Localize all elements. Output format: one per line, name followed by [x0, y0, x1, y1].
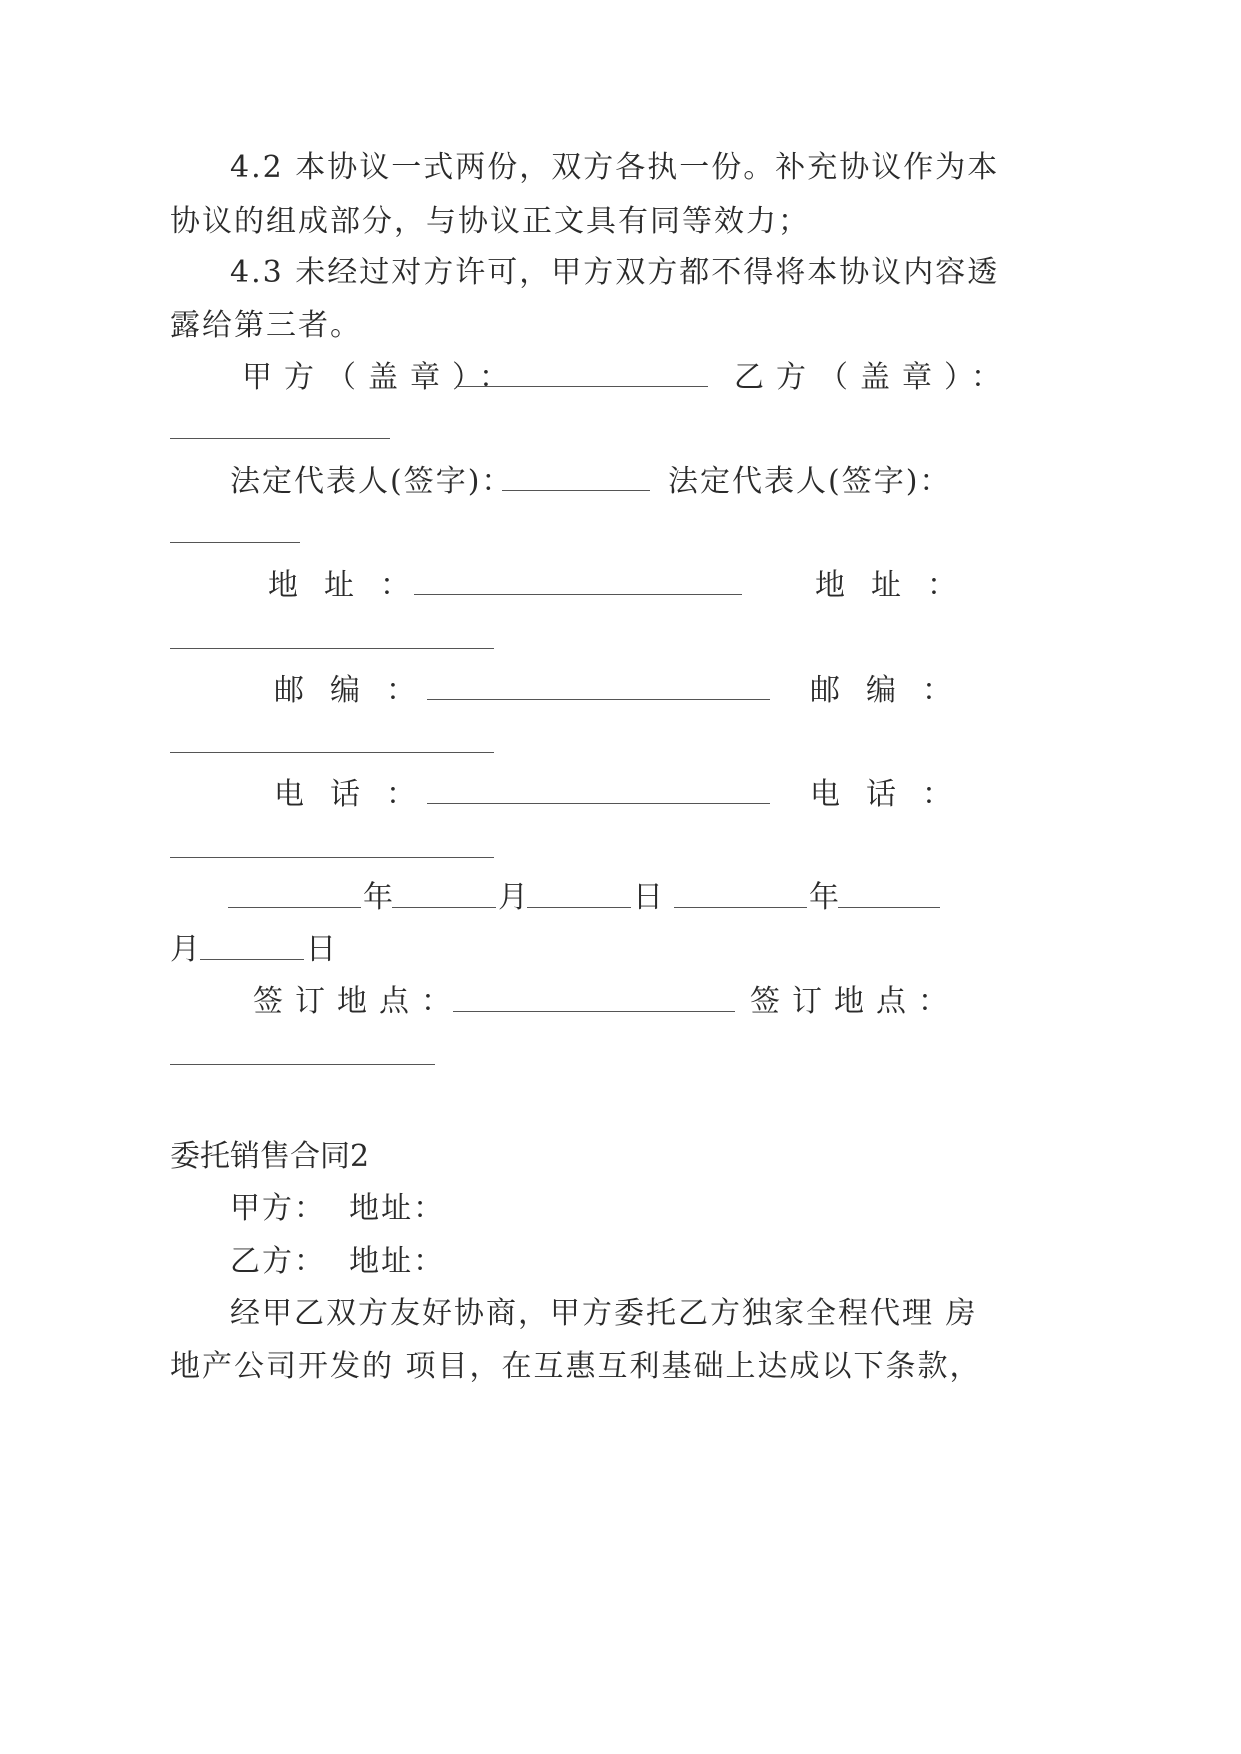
- legal-rep-a-line: [502, 490, 650, 491]
- year-a-label: 年: [363, 880, 393, 915]
- day-b-line: [200, 959, 304, 960]
- second-contract-title: 委托销售合同2: [170, 1139, 370, 1174]
- day-a-line: [527, 907, 631, 908]
- phone-b-line: [170, 857, 494, 858]
- second-contract-party-a: 甲方： 地址：: [230, 1191, 446, 1226]
- year-b-line: [674, 907, 807, 908]
- month-a-line: [392, 907, 496, 908]
- postcode-a-label: 邮编：: [274, 673, 442, 708]
- month-a-label: 月: [498, 880, 528, 915]
- party-a-seal-label: 甲方（盖章）：: [242, 360, 521, 395]
- clause-4-3-line-2: 露给第三者。: [170, 308, 362, 343]
- place-b-label: 签订地点：: [750, 984, 960, 1019]
- place-a-label: 签订地点：: [253, 984, 463, 1019]
- clause-4-3-line-1: 4.3 未经过对方许可，甲方双方都不得将本协议内容透: [230, 255, 1000, 290]
- place-a-line: [453, 1011, 735, 1012]
- second-contract-body-line-2: 地产公司开发的 项目，在互惠互利基础上达成以下条款，: [170, 1349, 982, 1384]
- year-b-label: 年: [809, 880, 839, 915]
- phone-b-label: 电话：: [810, 777, 978, 812]
- clause-4-2-line-2: 协议的组成部分，与协议正文具有同等效力；: [170, 204, 810, 239]
- year-a-line: [228, 907, 361, 908]
- postcode-b-line: [170, 752, 494, 753]
- address-b-line: [170, 648, 494, 649]
- legal-rep-b-label: 法定代表人(签字)：: [668, 464, 952, 499]
- day-a-label: 日: [633, 880, 663, 915]
- address-a-label: 地址：: [268, 568, 436, 603]
- party-b-seal-label: 乙方（盖章）：: [734, 360, 1013, 395]
- postcode-b-label: 邮编：: [810, 673, 978, 708]
- second-contract-party-b: 乙方： 地址：: [230, 1244, 446, 1279]
- phone-a-label: 电话：: [274, 777, 442, 812]
- legal-rep-b-line: [170, 542, 300, 543]
- party-a-seal-line: [456, 386, 708, 387]
- address-b-label: 地址：: [815, 568, 983, 603]
- postcode-a-line: [427, 699, 770, 700]
- phone-a-line: [427, 803, 770, 804]
- party-b-seal-line: [170, 438, 390, 439]
- month-b-line: [838, 907, 940, 908]
- day-b-label: 日: [306, 932, 336, 967]
- clause-4-2-line-1: 4.2 本协议一式两份，双方各执一份。补充协议作为本: [230, 150, 1000, 185]
- second-contract-body-line-1: 经甲乙双方友好协商，甲方委托乙方独家全程代理 房: [230, 1296, 978, 1331]
- place-b-line: [170, 1064, 435, 1065]
- address-a-line: [414, 594, 742, 595]
- month-b-label: 月: [170, 932, 200, 967]
- legal-rep-a-label: 法定代表人(签字)：: [230, 464, 514, 499]
